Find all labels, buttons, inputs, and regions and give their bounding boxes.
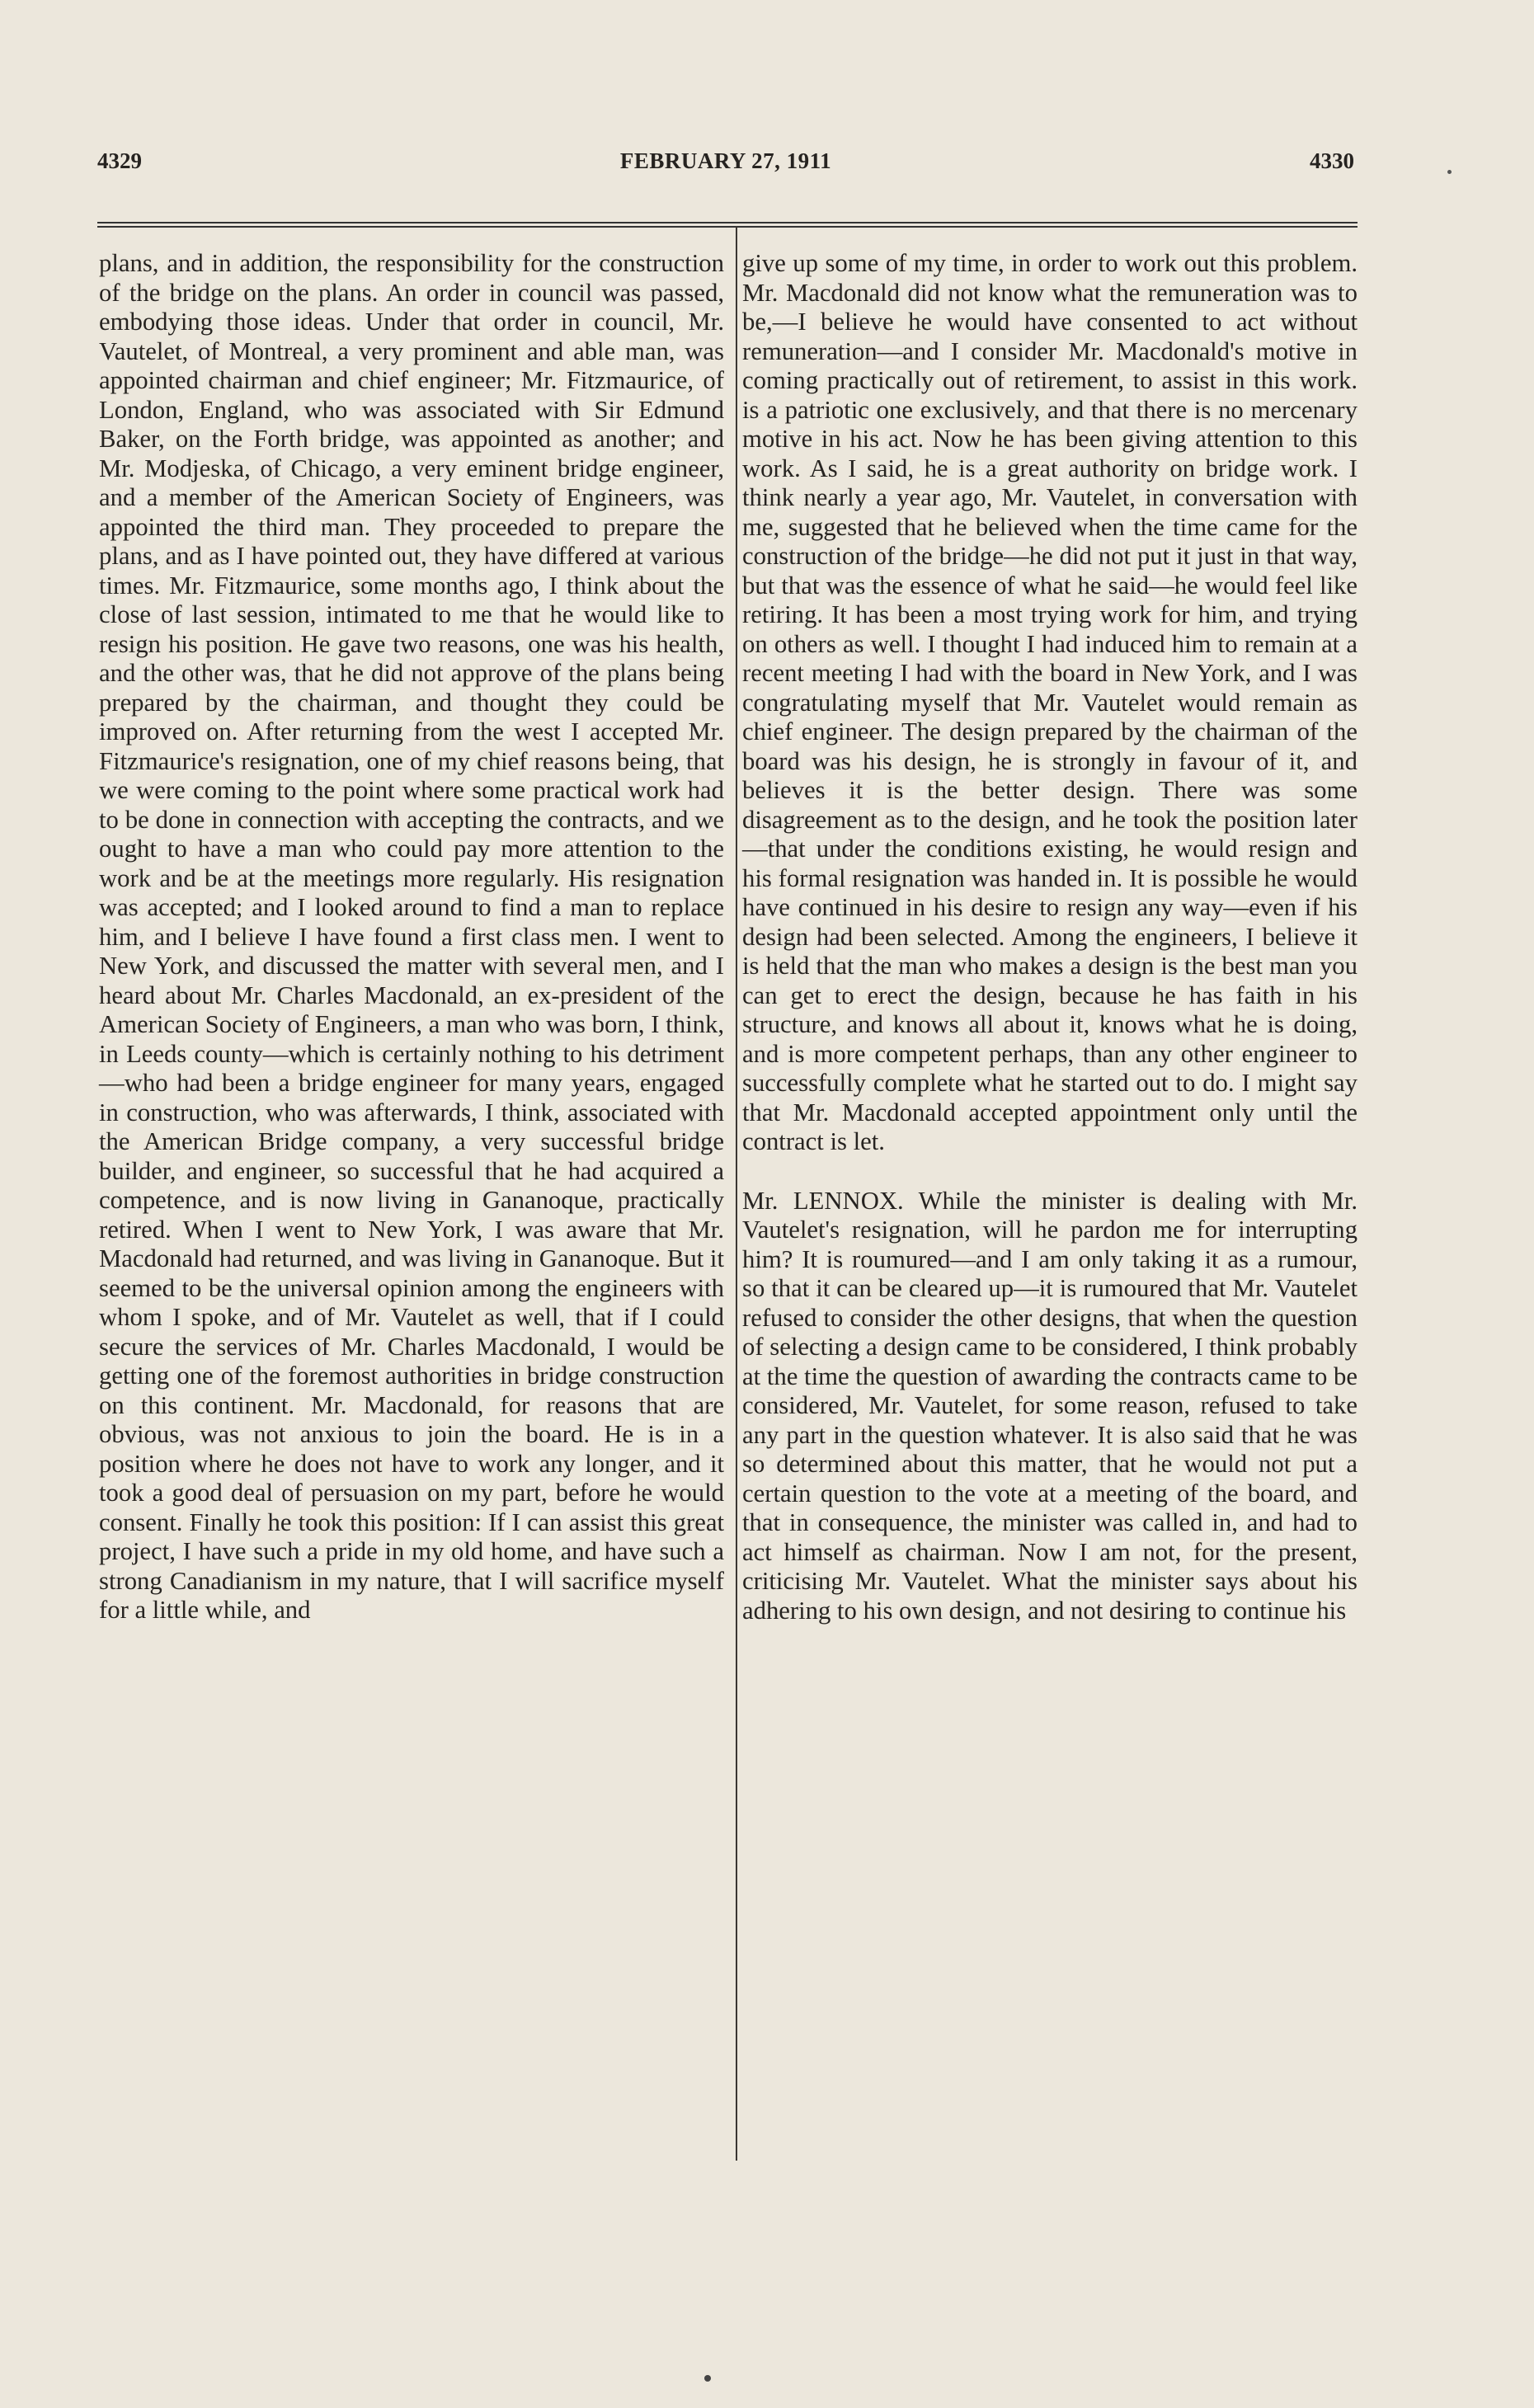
column-divider [736,226,737,2161]
page-number-left: 4329 [97,148,142,173]
edge-mark [1447,170,1452,174]
footer-mark [704,2375,711,2382]
header-double-rule [97,222,1358,228]
right-column [742,249,1358,1625]
right-column-paragraph: give up some of my time, in order to work out this problem. Mr. Macdonald did not know what the remuneration was to be,—I believe he would have consented to act without remuneration—and I consider Mr. Macdonald's motive in coming practically out of retirement, to assist in this work. is a patriotic one exclusively, and that there is no mercenary motive in his act. Now he has been giving attention to this work. As I said, he is a great authority on bridge work. I think nearly a year ago, Mr. Vautelet, in conversation with me, suggested that he believed when the time came for the construction of the bridge—he did not put it just in that way, but that was the essence of what he said—he would feel like retiring. It has been a most trying work for him, and trying on others as well. I thought I had induced him to remain at a recent meeting I had with the board in New York, and I was congratulating myself that Mr. Vautelet would remain as chief engineer. The design prepared by the chairman of the board was his design, he is strongly in favour of it, and believes it is the better design. There was some disagreement as to the design, and he took the position later—that under the conditions existing, he would resign and his formal resignation was handed in. It is possible he would have continued in his desire to resign any way—even if his design had been selected. Among the engineers, I believe it is held that the man who makes a design is the best man you can get to erect the design, because he has faith in his structure, and knows all about it, knows what he is doing, and is more competent perhaps, than any other engineer to successfully complete what he started out to do. I might say that Mr. Macdonald accepted appointment only until the contract is let. [742,249,1358,1155]
page-number-right: 4330 [1310,148,1354,173]
page-header [97,148,1354,181]
page-date: FEBRUARY 27, 1911 [619,148,832,173]
left-column-paragraph: plans, and in addition, the responsibility for the construction of the bridge on the plans. An order in council was passed, embodying those ideas. Under that order in council, Mr. Vautelet, of Montreal, a very prominent and able man, was appointed chairman and chief engineer; Mr. Fitzmaurice, of London, England, who was associated with Sir Edmund Baker, on the Forth bridge, was appointed as another; and Mr. Modjeska, of Chicago, a very eminent bridge engineer, and a member of the American Society of Engineers, was appointed the third man. They proceeded to prepare the plans, and as I have pointed out, they have differed at various times. Mr. Fitzmaurice, some months ago, I think about the close of last session, intimated to me that he would like to resign his position. He gave two reasons, one was his health, and the other was, that he did not approve of the plans being prepared by the chairman, and thought they could be improved on. After returning from the west I accepted Mr. Fitzmaurice's resignation, one of my chief reasons being, that we were coming to the point where some practical work had to be done in connection with accepting the contracts, and we ought to have a man who could pay more attention to the work and be at the meetings more regularly. His resignation was accepted; and I looked around to find a man to replace him, and I believe I have found a first class men. I went to New York, and discussed the matter with several men, and I heard about Mr. Charles Macdonald, an ex-president of the American Society of Engineers, a man who was born, I think, in Leeds county—which is certainly nothing to his detriment—who had been a bridge engineer for many years, engaged in construction, who was afterwards, I think, associated with the American Bridge company, a very successful bridge builder, and engineer, so successful that he had acquired a competence, and is now living in Gananoque, practically retired. When I went to New York, I was aware that Mr. Macdonald had returned, and was living in Gananoque. But it seemed to be the universal opinion among the engineers with whom I spoke, and of Mr. Vautelet as well, that if I could secure the services of Mr. Charles Macdonald, I would be getting one of the foremost authorities in bridge construction on this continent. Mr. Macdonald, for reasons that are obvious, was not anxious to join the board. He is in a position where he does not have to work any longer, and it took a good deal of persuasion on my part, before he would consent. Finally he took this position: If I can assist this great project, I have such a pride in my old home, and have such a strong Canadianism in my nature, that I will sacrifice myself for a little while, and [99,249,724,1624]
lennox-paragraph: Mr. LENNOX. While the minister is dealing with Mr. Vautelet's resignation, will he pardon me for interrupting him? It is roumured—and I am only taking it as a rumour, so that it can be cleared up—it is rumoured that Mr. Vautelet refused to consider the other designs, that when the question of selecting a design came to be considered, I think probably at the time the question of awarding the contracts came to be considered, Mr. Vautelet, for some reason, refused to take any part in the question whatever. It is also said that he was so determined about this matter, that he would not put a certain question to the vote at a meeting of the board, and that in consequence, the minister was called in, and had to act himself as chairman. Now I am not, for the present, criticising Mr. Vautelet. What the minister says about his adhering to his own design, and not desiring to continue his [742,1186,1358,1625]
left-column [99,249,724,1625]
